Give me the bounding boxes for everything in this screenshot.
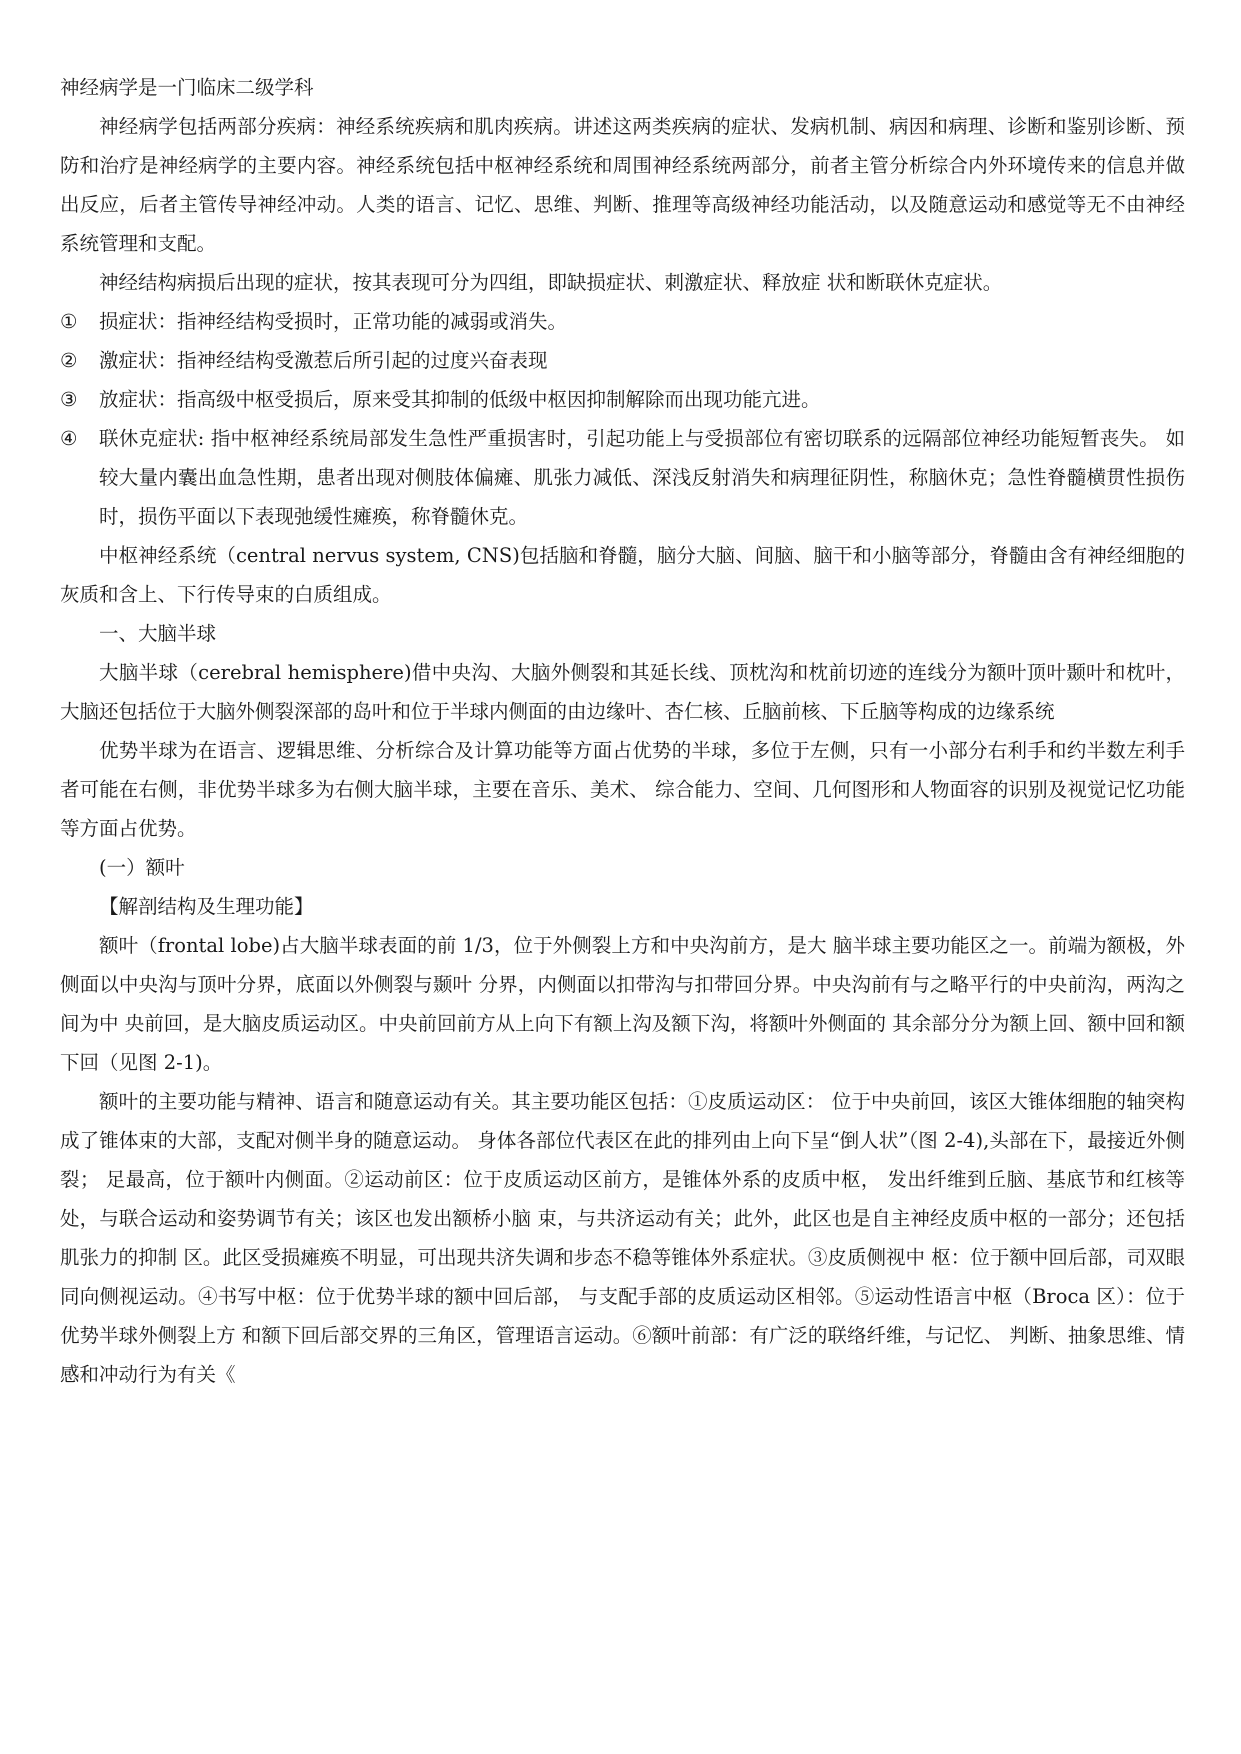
list-text: 放症状：指高级中枢受损后，原来受其抑制的低级中枢因抑制解除而出现功能亢进。 bbox=[99, 388, 821, 411]
list-item bbox=[60, 419, 1185, 536]
section-heading-anatomy: 【解剖结构及生理功能】 bbox=[99, 895, 314, 918]
list-item bbox=[60, 341, 1185, 380]
list-item bbox=[60, 380, 1185, 419]
symptom-list bbox=[60, 302, 1185, 536]
list-number: ③ bbox=[60, 388, 78, 411]
document-heading: 神经病学是一门临床二级学科 bbox=[60, 76, 314, 99]
paragraph-frontal-lobe-anatomy: 额叶（frontal lobe)占大脑半球表面的前 1/3，位于外侧裂上方和中央沟前方，是大 脑半球主要功能区之一。前端为额极，外侧面以中央沟与顶叶分界，底面以外侧裂与颞叶 分界，内侧面以扣带沟与扣带回分界。中央沟前有与之略平行的中央前沟，两沟之间为中 央前回，是大脑皮质运动区。中央前回前方从上向下有额上沟及额下沟，将额叶外侧面的 其余部分分为额上回、额中回和额下回（见图 2-1)。 bbox=[60, 934, 1185, 1074]
paragraph-cerebral-hemisphere: 大脑半球（cerebral hemisphere)借中央沟、大脑外侧裂和其延长线、顶枕沟和枕前切迹的连线分为额叶顶叶颞叶和枕叶，大脑还包括位于大脑外侧裂深部的岛叶和位于半球内侧面的由边缘叶、杏仁核、丘脑前核、下丘脑等构成的边缘系统 bbox=[60, 661, 1185, 723]
paragraph-cns: 中枢神经系统（central nervus system, CNS)包括脑和脊髓，脑分大脑、间脑、脑干和小脑等部分，脊髓由含有神经细胞的灰质和含上、下行传导束的白质组成。 bbox=[60, 544, 1185, 606]
section-heading-frontal-lobe: (一）额叶 bbox=[99, 856, 185, 879]
paragraph-intro: 神经病学包括两部分疾病：神经系统疾病和肌肉疾病。讲述这两类疾病的症状、发病机制、病因和病理、诊断和鉴别诊断、预防和治疗是神经病学的主要内容。神经系统包括中枢神经系统和周围神经系统两部分，前者主管分析综合内外环境传来的信息并做出反应，后者主管传导神经冲动。人类的语言、记忆、思维、判断、推理等高级神经功能活动，以及随意运动和感觉等无不由神经系统管理和支配。 bbox=[60, 115, 1185, 255]
paragraph-symptom-groups: 神经结构病损后出现的症状，按其表现可分为四组，即缺损症状、刺激症状、释放症 状和断联休克症状。 bbox=[99, 271, 1003, 294]
list-text: 联休克症状: 指中枢神经系统局部发生急性严重损害时，引起功能上与受损部位有密切联系的远隔部位神经功能短暂丧失。 如较大量内囊出血急性期，患者出现对侧肢体偏瘫、肌张力减低、深浅反射消失和病理征阴性，称脑休克；急性脊髓横贯性损伤时，损伤平面以下表现弛缓性瘫痪，称脊髓休克。 bbox=[99, 427, 1185, 528]
section-heading-cerebral-hemisphere: 一、大脑半球 bbox=[99, 622, 217, 645]
document-page bbox=[60, 68, 1185, 1394]
list-number: ① bbox=[60, 310, 78, 333]
list-text: 激症状：指神经结构受激惹后所引起的过度兴奋表现 bbox=[99, 349, 548, 372]
list-item bbox=[60, 302, 1185, 341]
paragraph-frontal-lobe-function: 额叶的主要功能与精神、语言和随意运动有关。其主要功能区包括：①皮质运动区： 位于中央前回，该区大锥体细胞的轴突构成了锥体束的大部，支配对侧半身的随意运动。 身体各部位代表区在此的排列由上向下呈“倒人状”（图 2-4),头部在下，最接近外侧裂； 足最高，位于额叶内侧面。②运动前区：位于皮质运动区前方，是锥体外系的皮质中枢， 发出纤维到丘脑、基底节和红核等处，与联合运动和姿势调节有关；该区也发出额桥小脑 束，与共济运动有关；此外，此区也是自主神经皮质中枢的一部分；还包括肌张力的抑制 区。此区受损瘫痪不明显，可出现共济失调和步态不稳等锥体外系症状。③皮质侧视中 枢：位于额中回后部，司双眼同向侧视运动。④书写中枢：位于优势半球的额中回后部， 与支配手部的皮质运动区相邻。⑤运动性语言中枢（Broca 区）：位于优势半球外侧裂上方 和额下回后部交界的三角区，管理语言运动。⑥额叶前部：有广泛的联络纤维，与记忆、 判断、抽象思维、情感和冲动行为有关《 bbox=[60, 1090, 1185, 1386]
list-text: 损症状：指神经结构受损时，正常功能的减弱或消失。 bbox=[99, 310, 568, 333]
paragraph-dominant-hemisphere: 优势半球为在语言、逻辑思维、分析综合及计算功能等方面占优势的半球，多位于左侧，只有一小部分右利手和约半数左利手者可能在右侧，非优势半球多为右侧大脑半球，主要在音乐、美术、 综合能力、空间、几何图形和人物面容的识别及视觉记忆功能等方面占优势。 bbox=[60, 739, 1185, 840]
list-number: ② bbox=[60, 349, 78, 372]
list-number: ④ bbox=[60, 427, 78, 450]
